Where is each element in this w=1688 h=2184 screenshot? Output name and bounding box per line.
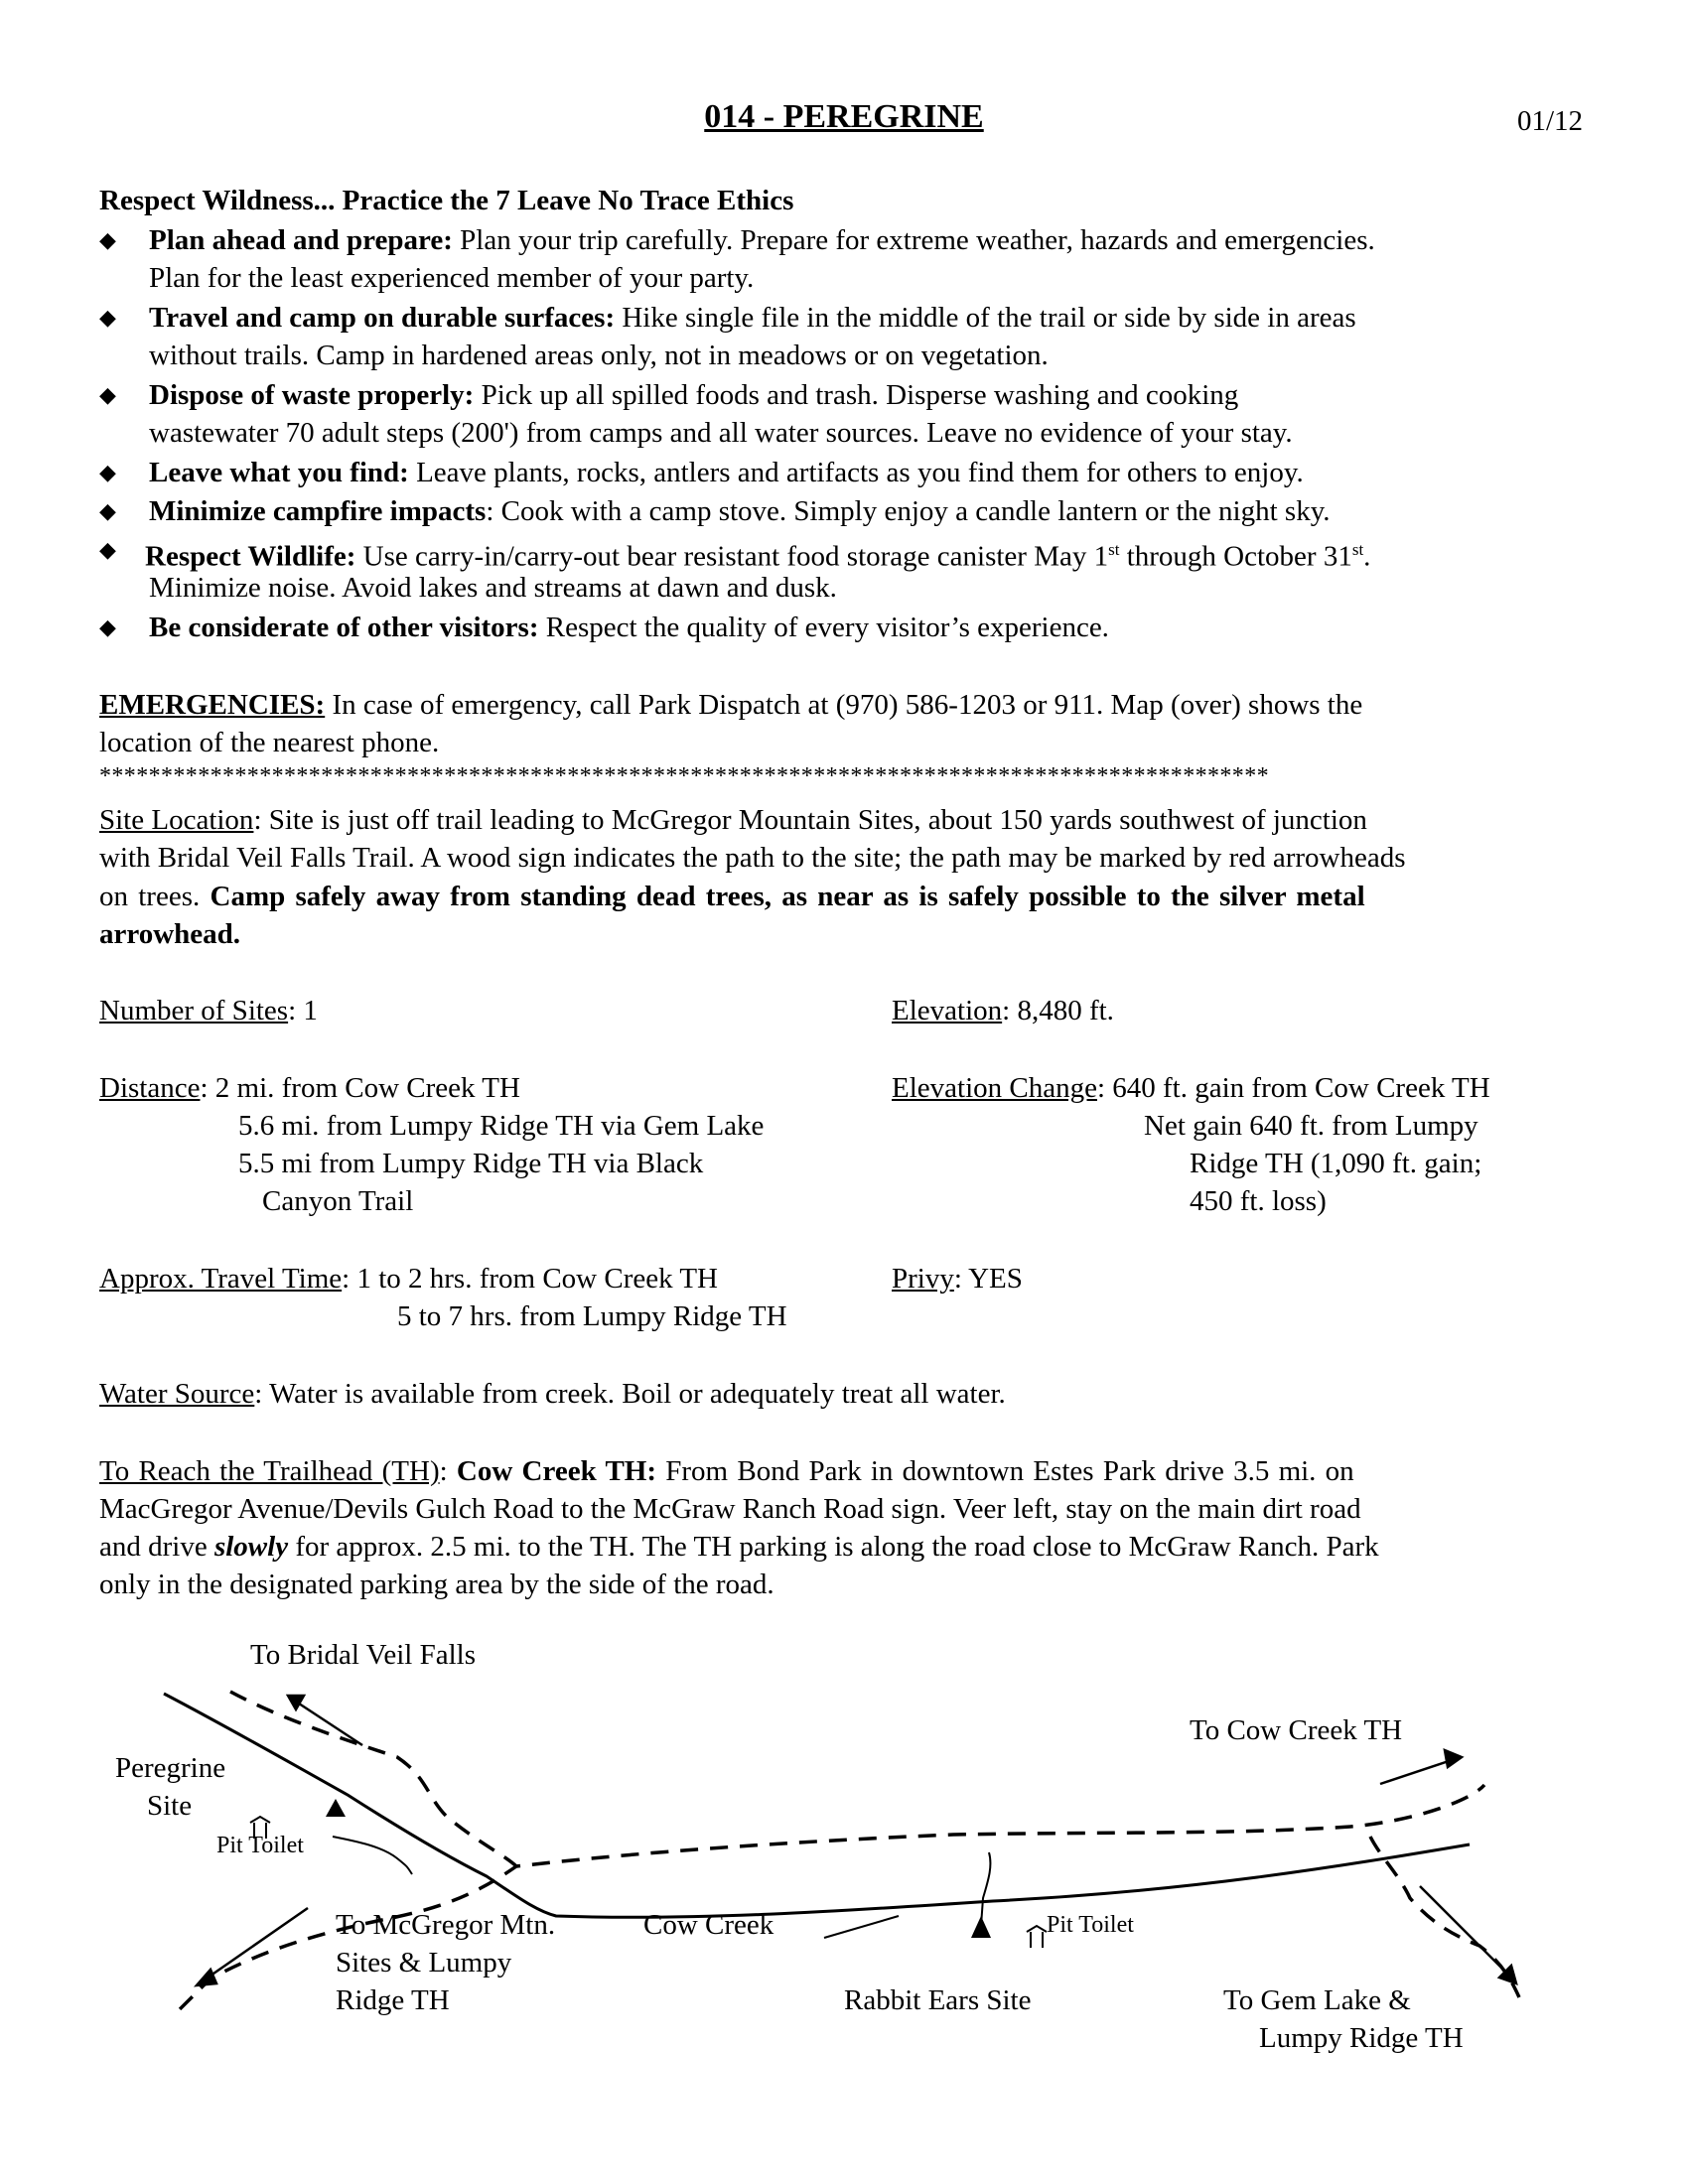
privy: Privy: YES (892, 1263, 1023, 1295)
site-location: Site Location: Site is just off trail leading to McGregor Mountain Sites, about 150 yards southwest of junction (99, 804, 1367, 836)
cow-creek-line (824, 1916, 899, 1938)
site-location-cont: with Bridal Veil Falls Trail. A wood sign indicates the path to the site; the path may be marked by red arrowheads (99, 842, 1406, 874)
lnt-heading: Respect Wildness... Practice the 7 Leave No Trace Ethics (99, 185, 794, 216)
lnt-item: Be considerate of other visitors: Respect the quality of every visitor’s experience. (149, 612, 1109, 643)
number-of-sites: Number of Sites: 1 (99, 995, 318, 1026)
trailhead-cont: MacGregor Avenue/Devils Gulch Road to the McGraw Ranch Road sign. Veer left, stay on the main dirt road (99, 1493, 1361, 1525)
distance-cont: Canyon Trail (262, 1185, 414, 1217)
bullet-icon: ◆ (99, 614, 116, 639)
rabbit-site-icon (971, 1916, 991, 1938)
emergencies-text: EMERGENCIES: In case of emergency, call Park Dispatch at (970) 586-1203 or 911. Map (over) shows the (99, 689, 1363, 721)
lnt-item-cont: wastewater 70 adult steps (200') from camps and all water sources. Leave no evidence of your stay. (149, 417, 1293, 449)
lnt-item-cont: without trails. Camp in hardened areas only, not in meadows or on vegetation. (149, 340, 1049, 371)
map-label-cow-th: To Cow Creek TH (1190, 1714, 1403, 1746)
lnt-item: Travel and camp on durable surfaces: Hike single file in the middle of the trail or side by side in areas (149, 302, 1356, 334)
map-label-rabbit-ears: Rabbit Ears Site (844, 1984, 1032, 2016)
site-location-cont: arrowhead. (99, 918, 241, 950)
bullet-icon: ◆ (99, 305, 116, 330)
elevation-change: Elevation Change: 640 ft. gain from Cow Creek TH (892, 1072, 1490, 1104)
peregrine-site-icon (326, 1799, 346, 1817)
lnt-item: Plan ahead and prepare: Plan your trip carefully. Prepare for extreme weather, hazards and emergencies. (149, 224, 1375, 256)
lnt-item: Leave what you find: Leave plants, rocks, antlers and artifacts as you find them for others to enjoy. (149, 457, 1304, 488)
map-label-gem-lake: To Gem Lake & (1223, 1984, 1411, 2016)
lnt-item-cont: Minimize noise. Avoid lakes and streams at dawn and dusk. (149, 572, 837, 604)
travel-time-cont: 5 to 7 hrs. from Lumpy Ridge TH (397, 1300, 787, 1332)
lnt-item: Minimize campfire impacts: Cook with a camp stove. Simply enjoy a candle lantern or the night sky. (149, 495, 1331, 527)
trailhead-cont: only in the designated parking area by the side of the road. (99, 1569, 774, 1600)
site-location-cont: on trees. Camp safely away from standing dead trees, as near as is safely possible to the silver metal (99, 881, 1365, 912)
lnt-item: Dispose of waste properly: Pick up all spilled foods and trash. Disperse washing and cooking (149, 379, 1239, 411)
map-label-peregrine: Peregrine (115, 1752, 226, 1784)
gem-arrow (1420, 1886, 1509, 1976)
page-title: 014 - PEREGRINE (704, 98, 984, 135)
gem-trail (1370, 1837, 1519, 1997)
map-label-pit-toilet-2: Pit Toilet (1047, 1912, 1134, 1938)
trail-map (0, 1628, 1688, 2184)
trailhead-cont: and drive slowly for approx. 2.5 mi. to the TH. The TH parking is along the road close to McGraw Ranch. Park (99, 1531, 1379, 1563)
bullet-icon: ◆ (99, 227, 116, 252)
map-label-mcgregor-2: Sites & Lumpy (336, 1947, 512, 1979)
arrow-head-icon (288, 1696, 304, 1709)
cow-arrow (1380, 1759, 1455, 1784)
map-label-bridal: To Bridal Veil Falls (250, 1639, 477, 1671)
separator: *********************************************************************************************** (99, 763, 1269, 789)
elevation-change-cont: Net gain 640 ft. from Lumpy (1144, 1110, 1478, 1142)
elevation-change-cont: 450 ft. loss) (1190, 1185, 1327, 1217)
travel-time: Approx. Travel Time: 1 to 2 hrs. from Cow Creek TH (99, 1263, 718, 1295)
elevation-change-cont: Ridge TH (1,090 ft. gain; (1190, 1148, 1482, 1179)
map-label-mcgregor-3: Ridge TH (336, 1984, 450, 2016)
distance-cont: 5.6 mi. from Lumpy Ridge TH via Gem Lake (238, 1110, 765, 1142)
map-label-cow-creek: Cow Creek (643, 1909, 774, 1941)
site-path (333, 1837, 412, 1874)
lnt-item: Respect Wildlife: Use carry-in/carry-out bear resistant food storage canister May 1st through October 31st. (145, 540, 1371, 573)
bullet-icon: ◆ (99, 460, 116, 484)
emergencies-cont: location of the nearest phone. (99, 727, 440, 758)
trailhead-text: To Reach the Trailhead (TH): Cow Creek TH: From Bond Park in downtown Estes Park drive 3.5 mi. on (99, 1455, 1354, 1487)
arrow-head-icon (1445, 1750, 1462, 1767)
map-label-peregrine-site: Site (147, 1790, 193, 1822)
lnt-item-cont: Plan for the least experienced member of your party. (149, 262, 755, 294)
map-label-mcgregor: To McGregor Mtn. (336, 1909, 556, 1941)
water-source: Water Source: Water is available from creek. Boil or adequately treat all water. (99, 1378, 1006, 1410)
rabbit-path (981, 1852, 990, 1926)
map-label-pit-toilet: Pit Toilet (216, 1833, 304, 1858)
distance: Distance: 2 mi. from Cow Creek TH (99, 1072, 520, 1104)
arrow-head-icon (197, 1970, 216, 1985)
pit-toilet-icon (1027, 1926, 1047, 1948)
bullet-icon: ◆ (99, 498, 116, 523)
bullet-icon: ◆ (99, 382, 116, 407)
bridal-arrow (293, 1700, 362, 1745)
map-label-lumpy-ridge: Lumpy Ridge TH (1259, 2022, 1464, 2054)
bullet-icon: ◆ (99, 537, 116, 562)
revision-date: 01/12 (1516, 105, 1583, 137)
distance-cont: 5.5 mi from Lumpy Ridge TH via Black (238, 1148, 704, 1179)
elevation: Elevation: 8,480 ft. (892, 995, 1114, 1026)
